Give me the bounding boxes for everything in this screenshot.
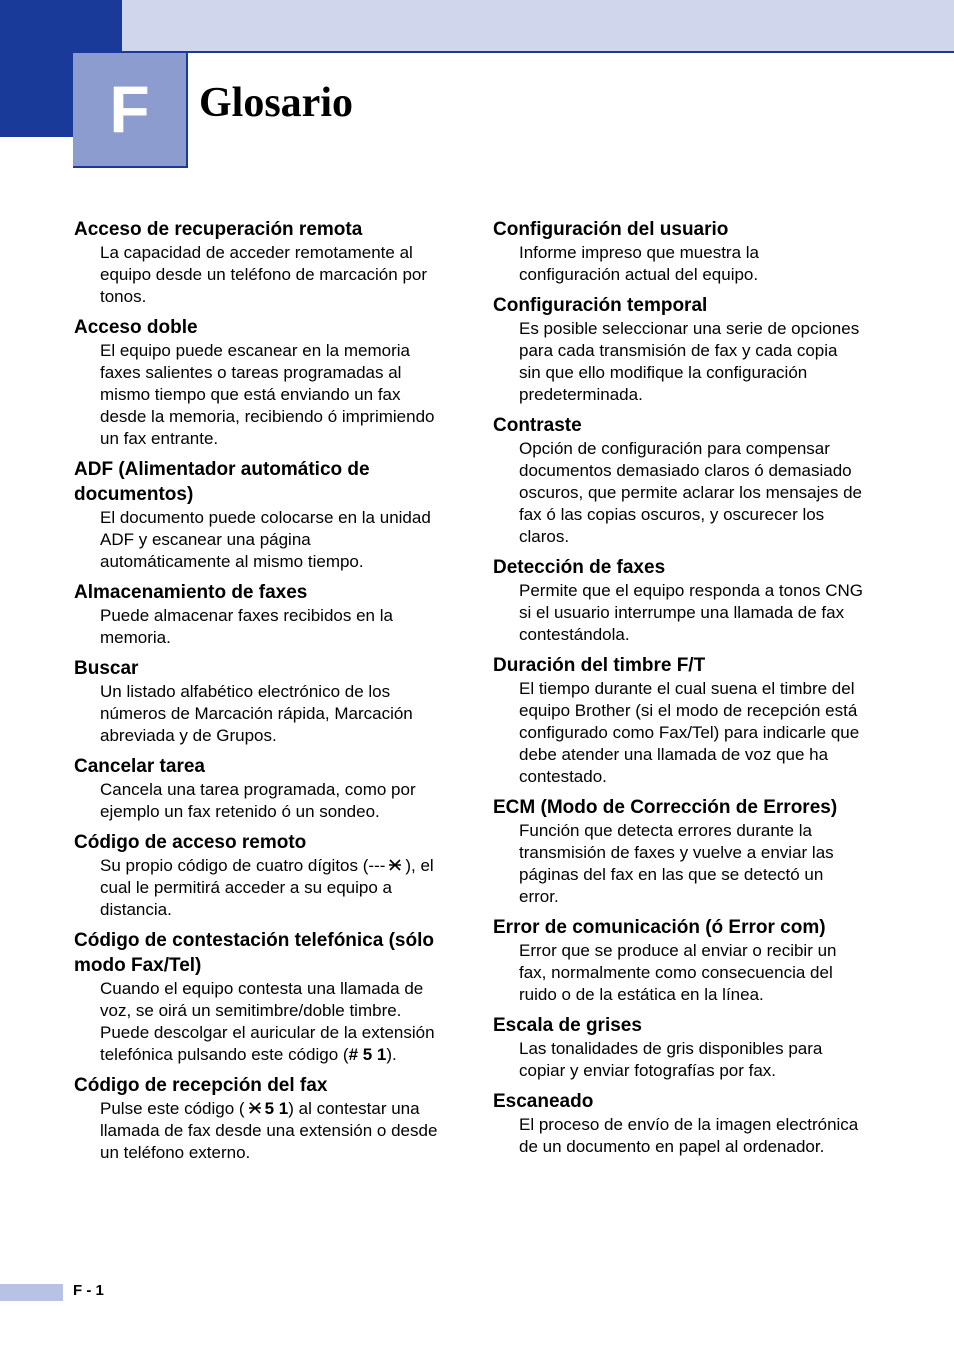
glossary-definition: Permite que el equipo responda a tonos CNG si el usuario interrumpe una llamada de fax contestándola. [519, 581, 863, 644]
glossary-term: Código de contestación telefónica (sólo modo Fax/Tel) [74, 930, 434, 976]
definition-text: Cuando el equipo contesta una llamada de voz, se oirá un semitimbre/doble timbre. Puede descolgar el auricular de la extensión telefónica pulsando este código ( [100, 979, 435, 1064]
glossary-term: Código de recepción del fax [74, 1075, 328, 1096]
glossary-definition: Función que detecta errores durante la transmisión de faxes y vuelve a enviar las páginas del fax en las que se detectó un error. [519, 821, 834, 906]
glossary-term: Escaneado [493, 1091, 594, 1112]
glossary-term: Acceso doble [74, 317, 198, 338]
glossary-definition: Es posible seleccionar una serie de opciones para cada transmisión de fax y cada copia sin que ello modifique la configuración predeterminada. [519, 319, 860, 404]
glossary-definition: La capacidad de acceder remotamente al equipo desde un teléfono de marcación por tonos. [100, 243, 428, 306]
key-code: # 5 1 [348, 1045, 387, 1064]
glossary-term: Código de acceso remoto [74, 832, 307, 853]
glossary-definition [100, 1098, 444, 1164]
glossary-definition: Cancela una tarea programada, como por ejemplo un fax retenido ó un sondeo. [100, 780, 416, 821]
key-code: 5 1 [264, 1099, 289, 1118]
definition-text: ). [386, 1045, 397, 1064]
glossary-term: Detección de faxes [493, 557, 666, 578]
glossary-definition: El documento puede colocarse en la unidad ADF y escanear una página automáticamente al mismo tiempo. [100, 508, 431, 571]
glossary-term: Configuración del usuario [493, 219, 729, 240]
definition-text: Su propio código de cuatro dígitos (--- [100, 856, 386, 875]
glossary-term: Cancelar tarea [74, 756, 205, 777]
glossary-definition: Un listado alfabético electrónico de los números de Marcación rápida, Marcación abreviada y de Grupos. [100, 682, 413, 745]
page-title: Glosario [199, 80, 353, 126]
glossary-definition [100, 855, 444, 921]
glossary-definition: El equipo puede escanear en la memoria faxes salientes o tareas programadas al mismo tiempo que está enviando un fax desde la memoria, recibiendo ó imprimiendo un fax entrante. [100, 341, 435, 448]
star-key-icon [248, 1101, 262, 1115]
glossary-definition: Informe impreso que muestra la configuración actual del equipo. [519, 243, 759, 284]
glossary-definition [100, 978, 444, 1066]
glossary-term: ECM (Modo de Corrección de Errores) [493, 797, 838, 818]
glossary-term: Configuración temporal [493, 295, 708, 316]
glossary-definition: Opción de configuración para compensar documentos demasiado claros ó demasiado oscuros, que permite aclarar los mensajes de fax ó las copias oscuros, y oscurecer los claros. [519, 439, 862, 546]
glossary-definition: El tiempo durante el cual suena el timbre del equipo Brother (si el modo de recepción está configurado como Fax/Tel) para indicarle que debe atender una llamada de voz que ha contestado. [519, 679, 860, 786]
glossary-term: Duración del timbre F/T [493, 655, 706, 676]
definition-text: Pulse este código ( [100, 1099, 245, 1118]
glossary-left-column [74, 215, 444, 1169]
glossary-term: Escala de grises [493, 1015, 642, 1036]
glossary-definition: Las tonalidades de gris disponibles para copiar y enviar fotografías por fax. [519, 1039, 823, 1080]
glossary-term: Acceso de recuperación remota [74, 219, 363, 240]
glossary-term: Buscar [74, 658, 139, 679]
glossary-definition: Puede almacenar faxes recibidos en la memoria. [100, 606, 393, 647]
definition-text: ) al contestar una llamada de fax desde una extensión o desde un teléfono externo. [100, 1099, 438, 1162]
page-number: F - 1 [73, 1282, 104, 1299]
glossary-definition: Error que se produce al enviar o recibir un fax, normalmente como consecuencia del ruido o de la estática en la línea. [519, 941, 837, 1004]
header-rule [122, 51, 954, 53]
definition-text: ), el cual le permitirá acceder a su equipo a distancia. [100, 856, 434, 919]
glossary-right-column [493, 215, 863, 1163]
glossary-term: ADF (Alimentador automático de documentos) [74, 459, 370, 505]
star-key-icon [388, 858, 402, 872]
footer-bar [0, 1284, 63, 1301]
glossary-term: Contraste [493, 415, 582, 436]
glossary-term: Error de comunicación (ó Error com) [493, 917, 826, 938]
header-light-bar [122, 0, 954, 51]
glossary-term: Almacenamiento de faxes [74, 582, 308, 603]
chapter-letter: F [73, 53, 188, 168]
glossary-definition: El proceso de envío de la imagen electrónica de un documento en papel al ordenador. [519, 1115, 859, 1156]
